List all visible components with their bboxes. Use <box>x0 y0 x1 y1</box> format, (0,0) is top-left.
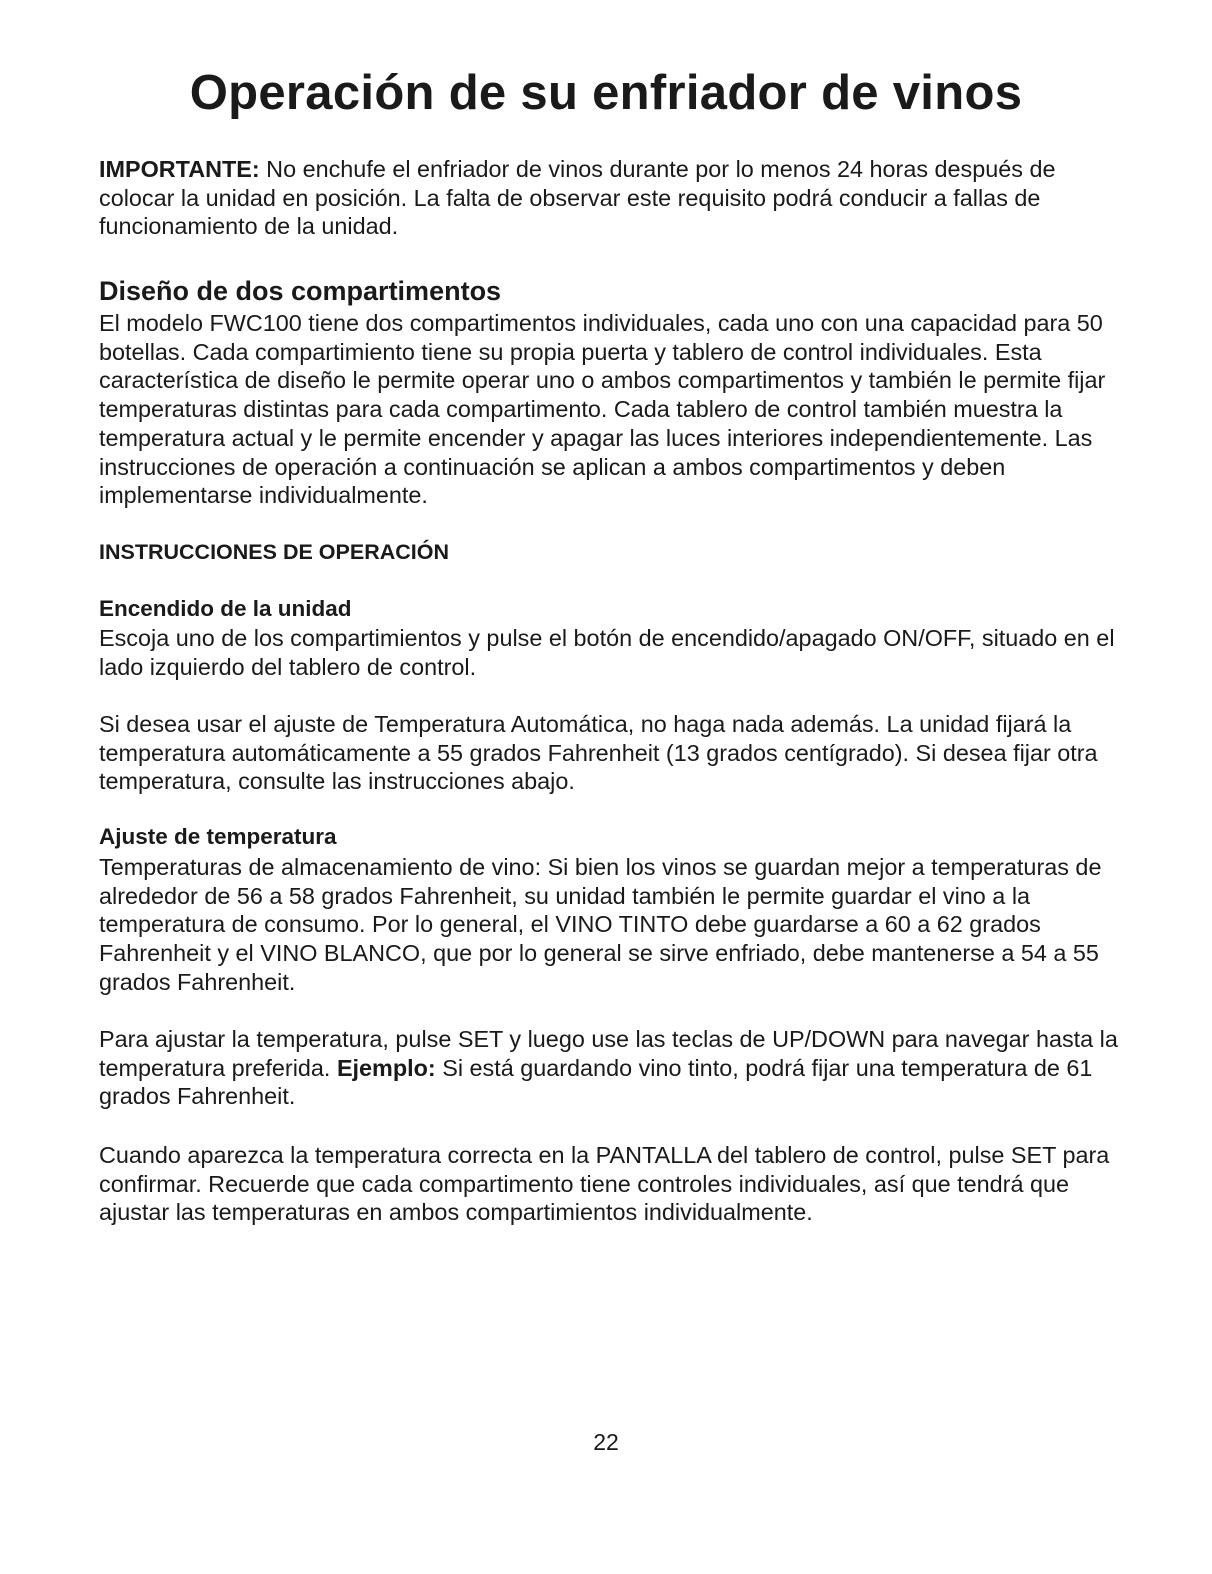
temperature-paragraph-1: Temperaturas de almacenamiento de vino: Si bien los vinos se guardan mejor a temperaturas de alrededor de 56 a 58 grados Fahrenheit, su unidad también le permite guardar el vino a la temperatura de consumo. Por lo general, el VINO TINTO debe guardarse a 60 a 62 grados Fahrenheit y el VINO BLANCO, que por lo general se sirve enfriado, debe mantenerse a 54 a 55 grados Fahrenheit. <box>99 854 1102 995</box>
temperature-paragraph-2 <box>99 1025 1119 1111</box>
temperature-paragraph-2-end: Si está guardando vino tinto, podrá fijar una temperatura de 61 grados Fahrenheit. <box>99 1054 1093 1110</box>
example-label: Ejemplo: <box>336 1054 436 1081</box>
power-on-paragraph-1: Escoja uno de los compartimientos y pulse el botón de encendido/apagado ON/OFF, situado en el lado izquierdo del tablero de control. <box>99 625 1115 680</box>
power-on-heading: Encendido de la unidad <box>99 596 352 621</box>
page-number: 22 <box>593 1429 619 1455</box>
operating-instructions-heading: INSTRUCCIONES DE OPERACIÓN <box>99 540 450 564</box>
page-title: Operación de su enfriador de vinos <box>189 66 1023 120</box>
design-paragraph: El modelo FWC100 tiene dos compartimentos individuales, cada uno con una capacidad para 50 botellas. Cada compartimiento tiene su propia puerta y tablero de control individuales. Esta característica de diseño le permite operar uno o ambos compartimentos y también le permite fijar temperaturas distintas para cada compartimento. Cada tablero de control también muestra la temperatura actual y le permite encender y apagar las luces interiores independientemente. Las instrucciones de operación a continuación se aplican a ambos compartimentos y deben implementarse individualmente. <box>99 310 1106 509</box>
important-label: IMPORTANTE: <box>99 156 260 182</box>
important-text: No enchufe el enfriador de vinos durante por lo menos 24 horas después de colocar la unidad en posición. La falta de observar este requisito podrá conducir a fallas de funcionamiento de la unidad. <box>99 156 1056 240</box>
power-on-paragraph-2: Si desea usar el ajuste de Temperatura Automática, no haga nada además. La unidad fijará la temperatura automáticamente a 55 grados Fahrenheit (13 grados centígrado). Si desea fijar otra temperatura, consulte las instrucciones abajo. <box>99 711 1098 795</box>
design-heading: Diseño de dos compartimentos <box>99 276 502 306</box>
important-notice <box>99 155 1119 241</box>
temperature-paragraph-3: Cuando aparezca la temperatura correcta en la PANTALLA del tablero de control, pulse SET para confirmar. Recuerde que cada compartimento tiene controles individuales, así que tendrá que ajustar las temperaturas en ambos compartimientos individualmente. <box>99 1142 1110 1226</box>
temperature-heading: Ajuste de temperatura <box>99 824 337 849</box>
temperature-paragraph-2-start: Para ajustar la temperatura, pulse SET y luego use las teclas de UP/DOWN para navegar hasta la temperatura preferida. <box>99 1026 1118 1081</box>
